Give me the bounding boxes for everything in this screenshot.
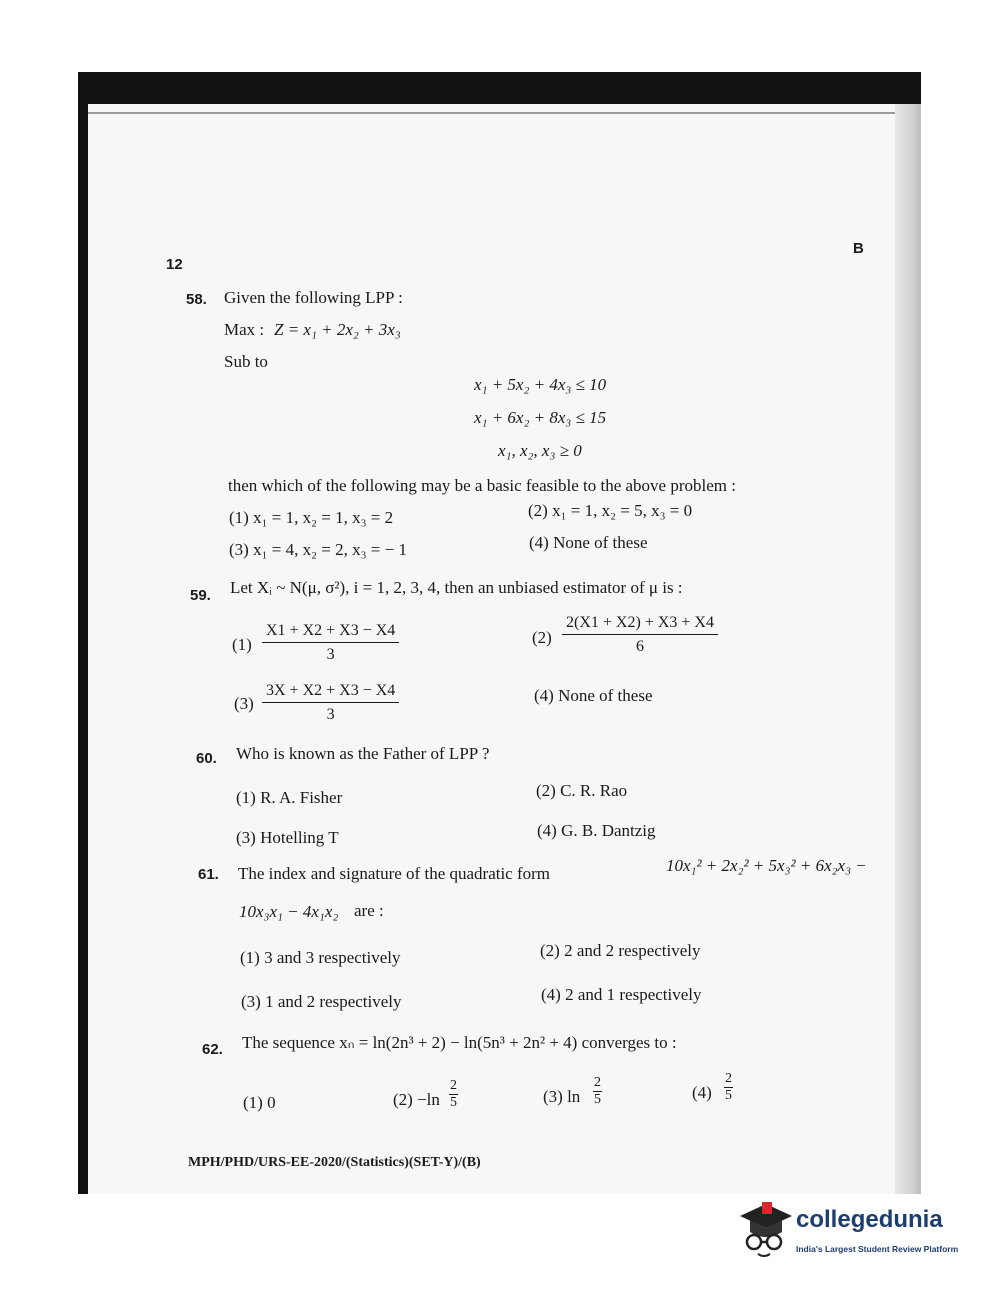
option-3: (3) x₁ = 4, x₂ = 2, x₃ = − 1	[229, 540, 407, 559]
option-4-label: (4)	[692, 1083, 712, 1102]
option-4: (4) 2 and 1 respectively	[541, 985, 702, 1004]
option-4: (4) G. B. Dantzig	[537, 821, 656, 840]
set-letter: B	[853, 240, 864, 257]
option-2: (2) 2 and 2 respectively	[540, 941, 701, 960]
option-4: (4) None of these	[534, 686, 653, 705]
quadratic-form-part-1: 10x₁² + 2x₂² + 5x₃² + 6x₂x₃ −	[666, 856, 867, 875]
option-1: (1) 0	[243, 1093, 276, 1112]
option-1: (1) 3 and 3 respectively	[240, 948, 401, 967]
option-3-label: (3) ln	[543, 1087, 581, 1106]
question-text: then which of the following may be a basic feasible to the above problem :	[228, 476, 736, 495]
denominator: 3	[326, 706, 335, 723]
option-3-fraction	[262, 682, 399, 724]
constraint-3: x₁, x₂, x₃ ≥ 0	[498, 441, 582, 460]
denominator: 5	[594, 1092, 601, 1107]
page-number: 12	[166, 256, 183, 273]
option-3: (3) Hotelling T	[236, 828, 339, 847]
denominator: 6	[635, 638, 644, 655]
question-number: 62.	[202, 1041, 223, 1058]
logo-wordmark: collegedunia	[796, 1206, 943, 1233]
option-2-fraction	[562, 614, 718, 656]
option-2-label: (2) −ln	[393, 1090, 440, 1109]
question-stem: Who is known as the Father of LPP ?	[236, 744, 490, 763]
constraint-2: x₁ + 6x₂ + 8x₃ ≤ 15	[474, 408, 607, 427]
constraint-1: x₁ + 5x₂ + 4x₃ ≤ 10	[474, 375, 607, 394]
question-number: 59.	[190, 587, 211, 604]
option-4: (4) None of these	[529, 533, 648, 552]
denominator: 3	[326, 646, 335, 663]
sub-to-label: Sub to	[224, 352, 268, 371]
option-4-fraction	[724, 1072, 733, 1103]
option-3: (3) 1 and 2 respectively	[241, 992, 402, 1011]
top-rule	[88, 112, 895, 114]
question-stem: Given the following LPP :	[224, 288, 403, 307]
numerator: 2(X1 + X2) + X3 + X4	[562, 614, 718, 635]
option-2: (2) x₁ = 1, x₂ = 5, x₃ = 0	[528, 501, 693, 520]
numerator: 2	[450, 1078, 457, 1093]
logo-tagline: India's Largest Student Review Platform	[796, 1244, 959, 1254]
question-number: 58.	[186, 291, 207, 308]
option-2: (2) C. R. Rao	[536, 781, 628, 800]
numerator: X1 + X2 + X3 − X4	[262, 622, 399, 643]
are-label: are :	[354, 901, 384, 920]
question-stem: Let Xᵢ ~ N(μ, σ²), i = 1, 2, 3, 4, then an unbiased estimator of μ is :	[230, 578, 683, 597]
denominator: 5	[450, 1095, 457, 1110]
option-2-fraction	[449, 1079, 458, 1110]
exam-page	[88, 104, 908, 1194]
question-number: 61.	[198, 866, 219, 883]
option-1: (1) x₁ = 1, x₂ = 1, x₃ = 2	[229, 508, 394, 527]
option-3-fraction	[593, 1076, 602, 1107]
max-label: Max :	[224, 320, 265, 339]
question-stem: The index and signature of the quadratic form	[238, 864, 551, 883]
question-number: 60.	[196, 750, 217, 767]
option-3-label: (3)	[234, 694, 254, 713]
numerator: 2	[725, 1071, 732, 1086]
option-1-fraction	[262, 622, 399, 664]
option-1: (1) R. A. Fisher	[236, 788, 343, 807]
objective-function: Z = x₁ + 2x₂ + 3x₃	[274, 320, 401, 339]
numerator: 3X + X2 + X3 − X4	[262, 682, 399, 703]
numerator: 2	[594, 1075, 601, 1090]
option-1-label: (1)	[232, 635, 252, 654]
denominator: 5	[725, 1088, 732, 1103]
quadratic-form-part-2: 10x₃x₁ − 4x₁x₂	[239, 902, 339, 921]
question-stem: The sequence xₙ = ln(2n³ + 2) − ln(5n³ + 2n² + 4) converges to :	[242, 1033, 677, 1052]
option-2-label: (2)	[532, 628, 552, 647]
page-footer: MPH/PHD/URS-EE-2020/(Statistics)(SET-Y)/(B)	[188, 1155, 481, 1170]
page-edge-shadow	[895, 104, 921, 1194]
